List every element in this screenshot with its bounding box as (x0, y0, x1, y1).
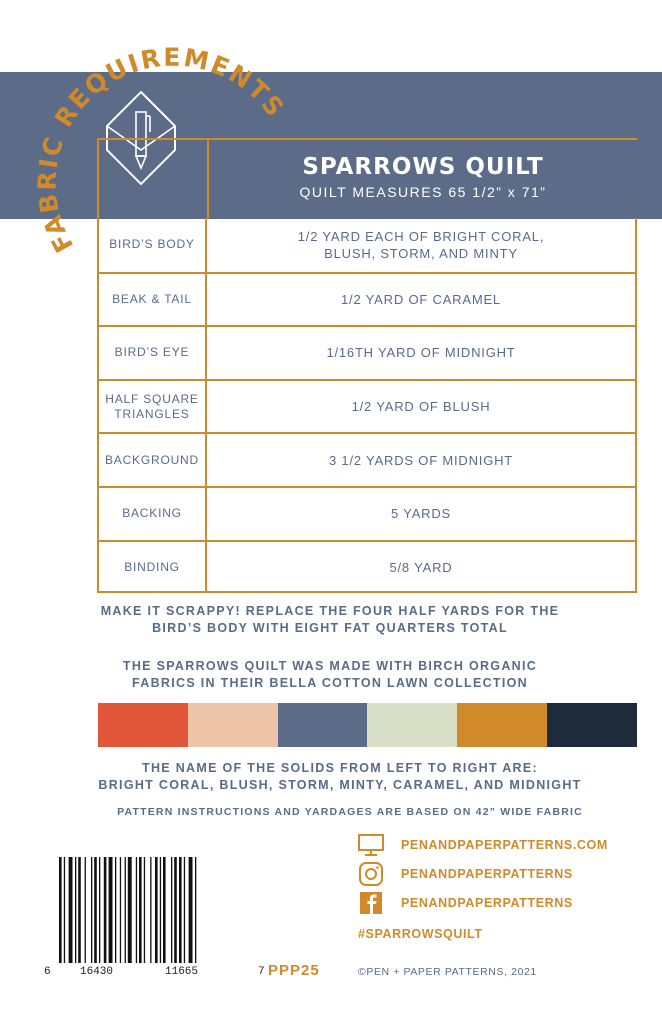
swatch-storm (278, 703, 368, 747)
row-value: 1/2 YARD EACH OF BRIGHT CORAL, BLUSH, STORM, AND MINTY (297, 228, 545, 261)
scrappy-note: MAKE IT SCRAPPY! REPLACE THE FOUR HALF YARDS FOR THE BIRD’S BODY WITH EIGHT FAT QUARTERS TOTAL (100, 604, 560, 635)
fabric-source-note: THE SPARROWS QUILT WAS MADE WITH BIRCH ORGANIC FABRICS IN THEIR BELLA COTTON LAWN COLLECTION (122, 659, 538, 690)
swatch-blush (188, 703, 278, 747)
instagram-icon (357, 862, 385, 886)
quilt-measurements: QUILT MEASURES 65 1/2” x 71” (299, 184, 547, 200)
row-value: 5/8 YARD (389, 559, 453, 575)
pattern-sku: PPP25 (268, 962, 320, 979)
row-label: BEAK & TAIL (99, 274, 207, 326)
barcode-digits-left: 16430 (80, 966, 114, 978)
row-value: 1/2 YARD OF CARAMEL (341, 291, 501, 307)
table-row (99, 540, 635, 594)
table-rows (99, 218, 635, 593)
copyright: ©PEN + PAPER PATTERNS, 2021 (358, 966, 537, 978)
barcode-digit-check: 7 (258, 966, 265, 978)
row-value: 1/2 YARD OF BLUSH (351, 399, 491, 415)
solids-note: THE NAME OF THE SOLIDS FROM LEFT TO RIGHT ARE: BRIGHT CORAL, BLUSH, STORM, MINTY, CARAMEL, AND MIDNIGHT (98, 761, 582, 792)
row-label: BIRD’S BODY (99, 218, 207, 272)
table-row (99, 272, 635, 326)
table-row (99, 218, 635, 272)
row-label: BIRD’S EYE (99, 327, 207, 379)
fabric-table (97, 138, 637, 593)
table-row (99, 325, 635, 379)
website-label: PENANDPAPERPATTERNS.COM (401, 837, 608, 852)
barcode-digit-lead: 6 (44, 966, 51, 978)
table-row (99, 486, 635, 540)
instagram-label: PENANDPAPERPATTERNS (401, 866, 573, 881)
facebook-link[interactable] (357, 888, 647, 917)
barcode-digits-right: 11665 (165, 966, 199, 978)
table-row (99, 379, 635, 433)
row-value: 3 1/2 YARDS OF MIDNIGHT (328, 452, 514, 468)
row-label: BINDING (99, 542, 207, 594)
row-value: 5 YARDS (390, 506, 452, 522)
facebook-label: PENANDPAPERPATTERNS (401, 895, 573, 910)
swatch-bright-coral (98, 703, 188, 747)
color-swatches (98, 703, 637, 747)
monitor-icon (357, 833, 385, 857)
row-label: BACKGROUND (99, 434, 207, 486)
swatch-minty (367, 703, 457, 747)
table-header (207, 140, 637, 218)
quilt-title: SPARROWS QUILT (302, 154, 544, 180)
fabric-width-note: PATTERN INSTRUCTIONS AND YARDAGES ARE BASED ON 42” WIDE FABRIC (117, 806, 583, 818)
barcode-icon (57, 855, 253, 967)
heading-text: FABRIC REQUIREMENTS (32, 42, 291, 258)
row-label: HALF SQUARE TRIANGLES (99, 381, 207, 433)
swatch-caramel (457, 703, 547, 747)
instagram-link[interactable] (357, 859, 647, 888)
website-link[interactable] (357, 830, 647, 859)
hashtag[interactable]: #SPARROWSQUILT (358, 927, 483, 941)
row-label: BACKING (99, 488, 207, 540)
swatch-midnight (547, 703, 637, 747)
social-links (357, 830, 647, 917)
row-value: 1/16TH YARD OF MIDNIGHT (326, 345, 516, 361)
table-row (99, 432, 635, 486)
facebook-icon (357, 891, 385, 915)
